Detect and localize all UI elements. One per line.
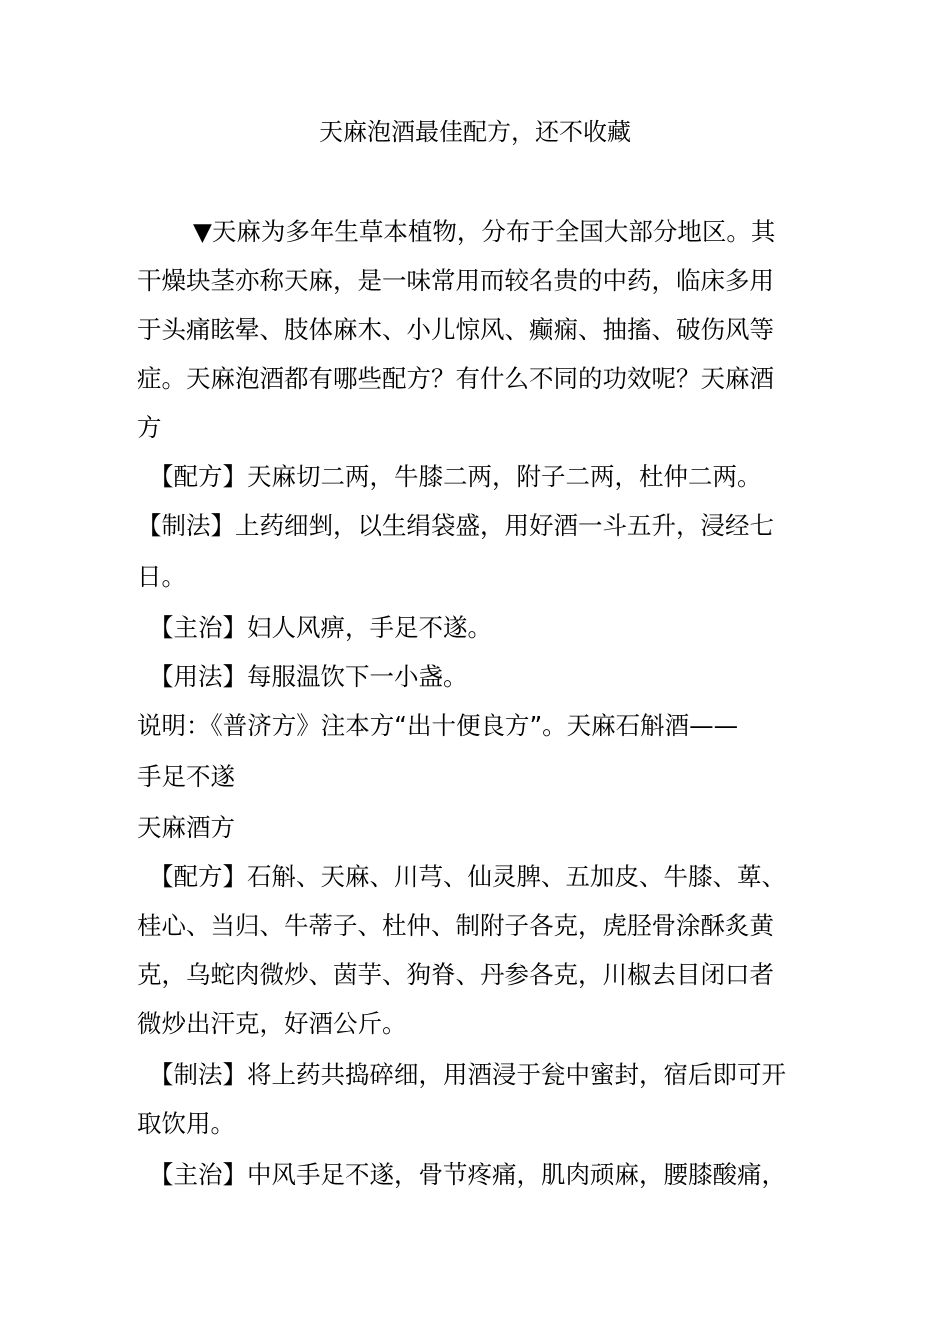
- recipe-usage-line: 【用法】每服温饮下一小盏。: [149, 662, 468, 691]
- recipe-method-line: 【制法】将上药共捣碎细，用酒浸于瓮中蜜封，宿后即可开: [149, 1060, 786, 1089]
- document-title: 天麻泡酒最佳配方，还不收藏: [319, 118, 631, 146]
- paragraph-line: 于头痛眩晕、肢体麻木、小儿惊风、癫痫、抽搐、破伤风等: [137, 315, 774, 344]
- recipe-indication-line: 【主治】中风手足不遂，骨节疼痛，肌肉顽麻，腰膝酸痛，: [149, 1160, 786, 1189]
- note-line: 说明：《普济方》注本方“出十便良方”。天麻石斛酒——: [137, 711, 739, 740]
- recipe-formula-line: 【配方】石斛、天麻、川芎、仙灵脾、五加皮、牛膝、萆、: [149, 862, 786, 891]
- paragraph-line: 症。天麻泡酒都有哪些配方？有什么不同的功效呢？天麻酒: [137, 364, 774, 393]
- note-line: 手足不遂: [137, 762, 235, 791]
- recipe-indication-line: 【主治】妇人风痹，手足不遂。: [149, 613, 492, 642]
- recipe-formula-line: 桂心、当归、牛蒂子、杜仲、制附子各克，虎胫骨涂酥炙黄: [137, 911, 774, 940]
- recipe-formula-line: 【配方】天麻切二两，牛膝二两，附子二两，杜仲二两。: [149, 462, 762, 491]
- recipe-formula-line: 微炒出汗克，好酒公斤。: [137, 1009, 407, 1038]
- recipe-method-line: 取饮用。: [137, 1109, 235, 1138]
- recipe-formula-line: 克，乌蛇肉微炒、茵芋、狗脊、丹参各克，川椒去目闭口者: [137, 960, 774, 989]
- paragraph-line: 方: [137, 413, 162, 442]
- paragraph-line: 干燥块茎亦称天麻，是一味常用而较名贵的中药，临床多用: [137, 266, 774, 295]
- paragraph-line: ▼天麻为多年生草本植物，分布于全国大部分地区。其: [193, 217, 776, 246]
- recipe-method-line: 日。: [137, 562, 186, 591]
- section-heading: 天麻酒方: [137, 813, 235, 842]
- recipe-method-line: 【制法】上药细剉，以生绢袋盛，用好酒一斗五升，浸经七: [137, 511, 774, 540]
